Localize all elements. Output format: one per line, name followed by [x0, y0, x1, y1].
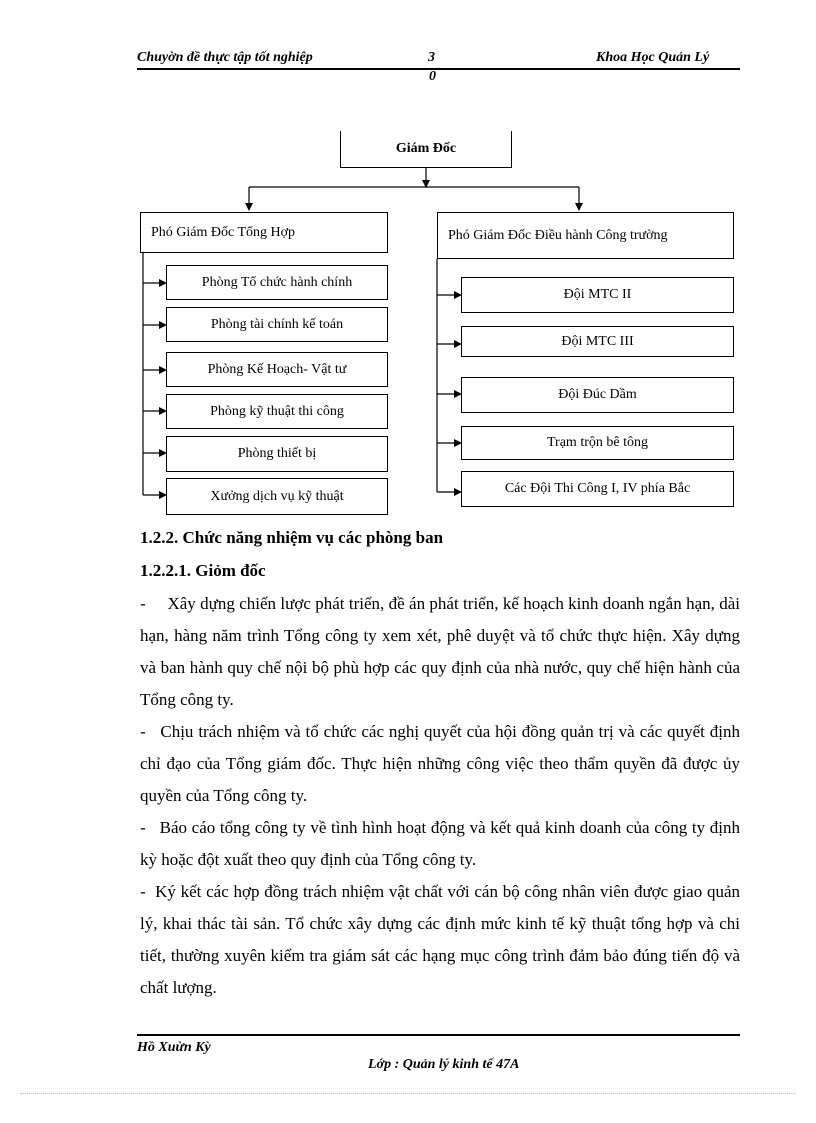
body-paragraph: - Báo cáo tổng công ty về tình hình hoạt động và kết quả kinh doanh của công ty định kỳ hoặc đột xuất theo quy định của Tổng công ty. — [140, 818, 745, 869]
org-box-left-unit: Xưởng dịch vụ kỹ thuật — [166, 478, 388, 515]
header-left: Chuyờn đề thực tập tốt nghiệp — [137, 50, 313, 65]
org-box-left-unit: Phòng thiết bị — [166, 436, 388, 472]
org-box-right-unit: Đội MTC III — [461, 326, 734, 357]
body-paragraph: - Xây dựng chiến lược phát triển, đề án phát triển, kế hoạch kinh doanh ngắn hạn, dài hạn, hàng năm trình Tổng công ty xem xét, phê duyệt và tổ chức thực hiện. Xây dựng và ban hành quy chế nội bộ phù hợp các quy định của nhà nước, quy chế hiện hành của Tổng công ty. — [140, 594, 745, 709]
body-paragraph: - Ký kết các hợp đồng trách nhiệm vật chất với cán bộ công nhân viên được giao quản lý, khai thác tài sản. Tổ chức xây dựng các định mức kinh tế kỹ thuật tổng hợp và chi tiết, thường xuyên kiểm tra giám sát các hạng mục công trình đảm bảo đúng tiến độ và chất lượng. — [140, 882, 745, 997]
page-number: 3 — [428, 50, 435, 65]
footer-rule — [137, 1034, 740, 1036]
page-number-suffix: 0 — [429, 69, 436, 84]
org-box-left-unit: Phòng Kế Hoạch- Vật tư — [166, 352, 388, 387]
header-right: Khoa Học Quản Lý — [596, 50, 710, 65]
org-box-right-unit: Các Đội Thi Công I, IV phía Bắc — [461, 471, 734, 507]
body-paragraph: - Chịu trách nhiệm và tổ chức các nghị quyết của hội đồng quản trị và các quyết định chỉ đạo của Tổng giám đốc. Thực hiện những công việc theo thẩm quyền đã được ủy quyền của Tổng công ty. — [140, 722, 745, 805]
org-box-left-unit: Phòng kỹ thuật thi công — [166, 394, 388, 429]
section-heading: 1.2.2. Chức năng nhiệm vụ các phòng ban — [140, 528, 444, 547]
org-box-right-unit: Đội Đúc Dầm — [461, 377, 734, 413]
org-box-left-unit: Phòng Tổ chức hành chính — [166, 265, 388, 300]
org-box-director: Giám Đốc — [340, 131, 512, 168]
section-subheading: 1.2.2.1. Giỏm đốc — [140, 561, 266, 580]
org-box-deputy-site: Phó Giám Đốc Điều hành Công trường — [437, 212, 734, 259]
org-box-deputy-general: Phó Giám Đốc Tổng Hợp — [140, 212, 388, 253]
org-box-right-unit: Trạm trộn bê tông — [461, 426, 734, 460]
footer-author: Hồ Xuừn Kỳ — [137, 1040, 211, 1055]
page-bottom-border — [20, 1093, 796, 1094]
org-box-left-unit: Phòng tài chính kế toán — [166, 307, 388, 342]
org-box-right-unit: Đội MTC II — [461, 277, 734, 313]
footer-class: Lớp : Quản lý kinh tế 47A — [368, 1057, 520, 1072]
